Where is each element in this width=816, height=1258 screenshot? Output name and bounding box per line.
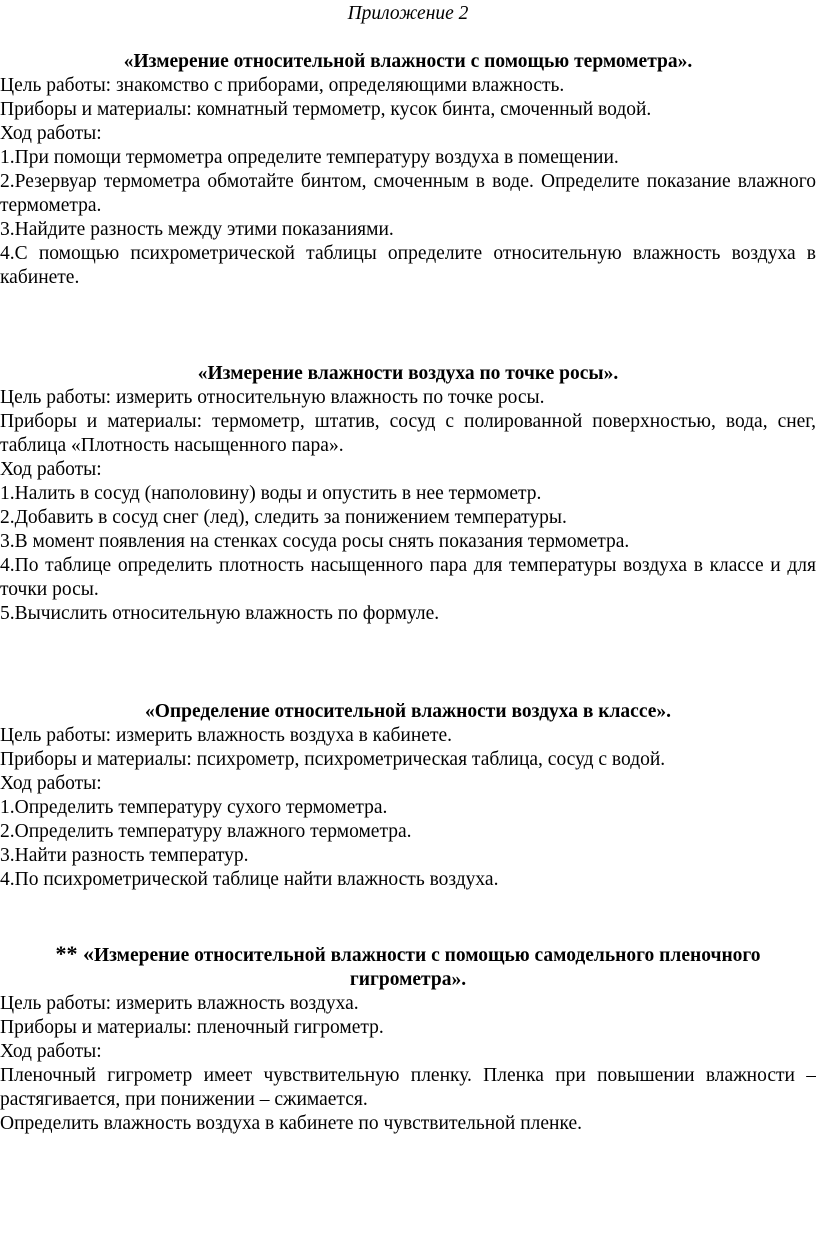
procedure-label: Ход работы: [0,123,102,144]
goal-text: Цель работы: измерить влажность воздуха в кабинете. [0,725,453,746]
procedure-label: Ход работы: [0,773,102,794]
goal-text: Цель работы: измерить относительную влажность по точке росы. [0,387,545,408]
section-thermometer [0,50,816,290]
goal-text: Цель работы: измерить влажность воздуха. [0,993,359,1014]
procedure-label: Ход работы: [0,459,102,480]
step-1: 1.Определить температуру сухого термометра. [0,797,388,818]
step-4: 4.По психрометрической таблице найти влажность воздуха. [0,869,499,890]
title-text: Измерение относительной влажности с помощью самодельного пленочного гигрометра». [93,945,761,990]
section-title: «Определение относительной влажности воздуха в классе». [145,701,671,722]
step-3: 3.Найти разность температур. [0,845,249,866]
section-film-hygrometer [0,942,816,1136]
section-title: «Измерение влажности воздуха по точке росы». [197,363,619,384]
step-2: 2.Определить температуру влажного термометра. [0,821,412,842]
procedure-label: Ход работы: [0,1041,102,1062]
task-text: Определить влажность воздуха в кабинете по чувствительной пленке. [0,1113,583,1134]
section-dew-point [0,362,816,626]
step-3: 3.Найдите разность между этими показаниями. [0,219,394,240]
step-2: 2.Добавить в сосуд снег (лед), следить за понижением температуры. [0,507,567,528]
step-5: 5.Вычислить относительную влажность по формуле. [0,603,440,624]
title-prefix: ** « [55,941,94,966]
section-classroom-humidity [0,700,816,892]
step-4: 4.По таблице определить плотность насыщенного пара для температуры воздуха в классе и для точки росы. [0,555,816,600]
description-text: Пленочный гигрометр имеет чувствительную пленку. Пленка при повышении влажности – растягивается, при понижении – сжимается. [0,1065,816,1110]
step-4: 4.С помощью психрометрической таблицы определите относительную влажность воздуха в кабинете. [0,243,816,288]
materials-text: Приборы и материалы: термометр, штатив, сосуд с полированной поверхностью, вода, снег, таблица «Плотность насыщенного пара». [0,411,816,456]
goal-text: Цель работы: знакомство с приборами, определяющими влажность. [0,75,565,96]
step-2: 2.Резервуар термометра обмотайте бинтом, смоченным в воде. Определите показание влажного термометра. [0,171,816,216]
section-title: «Измерение относительной влажности с помощью термометра». [123,51,693,72]
step-1: 1.При помощи термометра определите температуру воздуха в помещении. [0,147,619,168]
appendix-label: Приложение 2 [347,3,469,24]
step-3: 3.В момент появления на стенках сосуда росы снять показания термометра. [0,531,630,552]
materials-text: Приборы и материалы: психрометр, психрометрическая таблица, сосуд с водой. [0,749,666,770]
section-title [0,942,816,992]
step-1: 1.Налить в сосуд (наполовину) воды и опустить в нее термометр. [0,483,542,504]
materials-text: Приборы и материалы: комнатный термометр, кусок бинта, смоченный водой. [0,99,652,120]
materials-text: Приборы и материалы: пленочный гигрометр. [0,1017,384,1038]
